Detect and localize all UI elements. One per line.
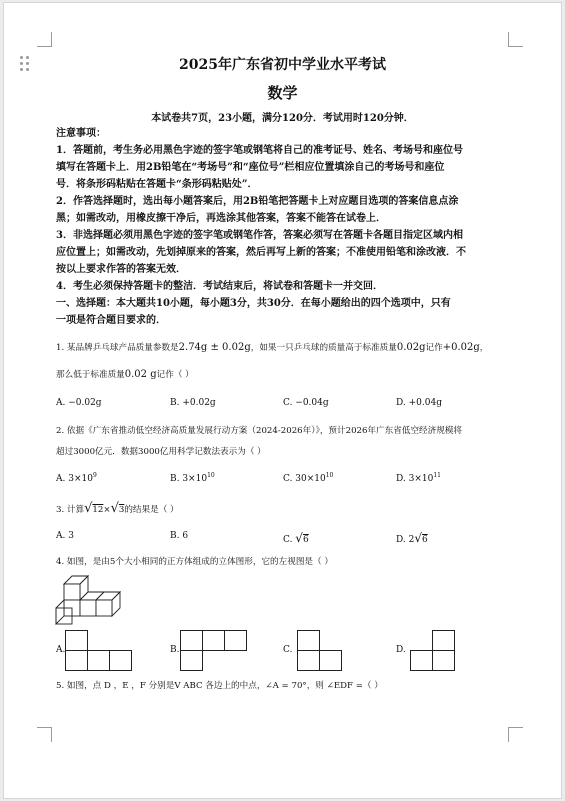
q2-option-d[interactable]: D. $3\times 10^{11}$	[396, 472, 441, 484]
q4-option-c-figure[interactable]	[297, 630, 343, 672]
crop-mark-bottom-right	[508, 727, 523, 742]
q4-option-b-figure[interactable]	[180, 630, 248, 672]
question-1: 1. 某品牌乒乓球产品质量参数是2.74g ± 0.02g，如果一只乒乓球的质量高于标准质量0.02g记作+0.02g，	[56, 342, 489, 353]
q3-option-b[interactable]: B. 6	[170, 531, 189, 541]
notes-heading: 注意事项：	[56, 128, 106, 139]
notes-line: 4．考生必须保持答题卡的整洁．考试结束后，将试卷和答题卡一并交回．	[56, 281, 383, 292]
question-1-cont: 那么低于标准质量0.02 g记作（ ）	[56, 369, 194, 380]
question-2-cont: 超过3000亿元．数据3000亿用科学记数法表示为（ ）	[56, 447, 266, 457]
crop-mark-bottom-left	[37, 727, 52, 742]
crop-mark-top-right	[508, 32, 523, 47]
notes-line: 按以上要求作答的答案无效．	[56, 264, 186, 275]
q4-option-d-figure[interactable]	[410, 630, 456, 672]
exam-meta: 本试卷共7页，23小题，满分120分．考试用时120分钟．	[151, 113, 414, 124]
q2-option-a[interactable]: A. $3\times 10^9$	[56, 472, 97, 484]
q4-option-a-label[interactable]: A.	[56, 645, 66, 655]
q1-option-c[interactable]: C. −0.04g	[283, 398, 329, 408]
q3-option-d[interactable]: D. 2√6	[396, 531, 428, 545]
section-heading-cont: 一项是符合题目要求的．	[56, 315, 166, 326]
exam-title: 2025年广东省初中学业水平考试	[179, 57, 386, 73]
crop-mark-top-left	[37, 32, 52, 47]
question-4: 4. 如图，是由5个大小相同的正方体组成的立体图形，它的左视图是（ ）	[56, 557, 333, 567]
subject-title: 数学	[267, 84, 298, 102]
notes-line: 填写在答题卡上．用2B铅笔在“考场号”和“座位号”栏相应位置填涂自己的考场号和座位	[56, 162, 445, 173]
q2-option-b[interactable]: B. $3\times 10^{10}$	[170, 472, 215, 484]
q3-option-c[interactable]: C. √6	[283, 531, 309, 545]
notes-line: 号．将条形码粘贴在答题卡“条形码粘贴处”．	[56, 179, 258, 190]
notes-line: 1．答题前，考生务必用黑色字迹的签字笔或钢笔将自己的准考证号、姓名、考场号和座位号	[56, 145, 463, 156]
question-3: 3. 计算√12×√3的结果是（ ）	[56, 501, 179, 516]
q1-option-a[interactable]: A. −0.02g	[56, 398, 102, 408]
q4-option-d-label[interactable]: D.	[396, 645, 406, 655]
question-5: 5. 如图，点 D ，E ，F 分别是V ABC 各边上的中点，∠A = 70°，则 ∠EDF =（ ）	[56, 681, 383, 691]
q4-option-a-figure[interactable]	[65, 630, 133, 672]
q1-option-d[interactable]: D. +0.04g	[396, 398, 442, 408]
notes-line: 黑；如需改动，用橡皮擦干净后，再选涂其他答案，答案不能答在试卷上．	[56, 213, 386, 224]
notes-line: 应位置上；如需改动，先划掉原来的答案，然后再写上新的答案；不准使用铅笔和涂改液．不	[56, 247, 466, 258]
q1-option-b[interactable]: B. +0.02g	[170, 398, 216, 408]
section-heading: 一、选择题：本大题共10小题，每小题3分，共30分．在每小题给出的四个选项中，只有	[56, 298, 451, 309]
q2-option-c[interactable]: C. $30\times 10^{10}$	[283, 472, 334, 484]
q4-solid-figure	[56, 574, 136, 630]
q4-option-b-label[interactable]: B.	[170, 645, 180, 655]
notes-line: 3．非选择题必须用黑色字迹的签字笔或钢笔作答，答案必须写在答题卡各题目指定区域内相	[56, 230, 463, 241]
question-2: 2. 依据《广东省推动低空经济高质量发展行动方案（2024-2026年）》，预计2026年广东省低空经济规模将	[56, 426, 463, 436]
notes-line: 2．作答选择题时，选出每小题答案后，用2B铅笔把答题卡上对应题目选项的答案信息点涂	[56, 196, 459, 207]
q4-option-c-label[interactable]: C.	[283, 645, 293, 655]
q3-option-a[interactable]: A. 3	[56, 531, 74, 541]
